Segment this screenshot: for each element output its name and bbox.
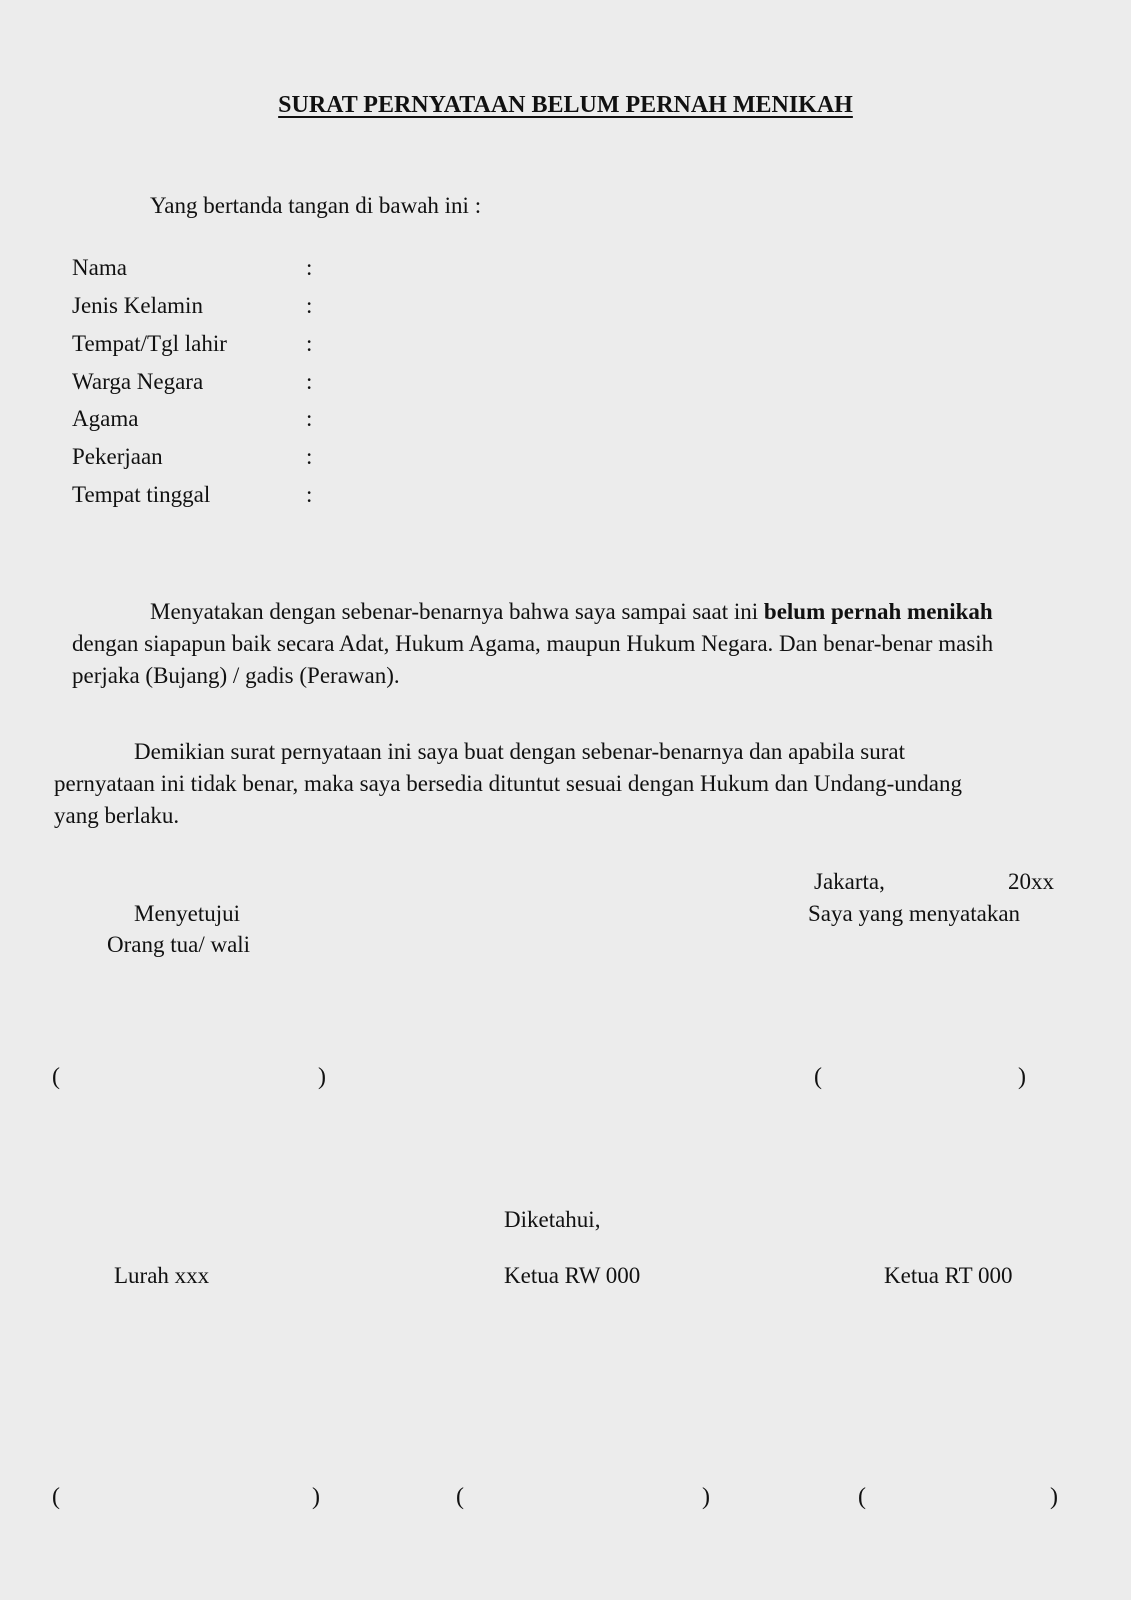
parent-signature-close: ) xyxy=(318,1064,326,1090)
field-label: Warga Negara xyxy=(72,369,204,394)
field-colon: : xyxy=(306,331,313,356)
rw-signature-close: ) xyxy=(702,1484,710,1510)
lurah-signature-close: ) xyxy=(312,1484,320,1510)
field-label: Jenis Kelamin xyxy=(72,293,203,318)
field-colon: : xyxy=(306,406,313,431)
document-title xyxy=(0,90,1131,120)
lurah-signature-open: ( xyxy=(52,1484,60,1510)
declarant-signature-open: ( xyxy=(814,1064,822,1090)
closing-line-3: yang berlaku. xyxy=(54,803,180,828)
rw-signature-open: ( xyxy=(456,1484,464,1510)
rt-signature-open: ( xyxy=(858,1484,866,1510)
intro-text: Yang bertanda tangan di bawah ini : xyxy=(150,193,482,218)
statement-line-3: perjaka (Bujang) / gadis (Perawan). xyxy=(72,663,400,688)
approve-label: Menyetujui xyxy=(134,901,241,926)
field-colon: : xyxy=(306,482,313,507)
field-colon: : xyxy=(306,293,313,318)
field-colon: : xyxy=(306,444,313,469)
field-label: Nama xyxy=(72,255,127,280)
field-label: Pekerjaan xyxy=(72,444,163,469)
acknowledged-label: Diketahui, xyxy=(504,1207,601,1232)
statement-emphasis: belum pernah menikah xyxy=(763,599,993,624)
rw-label: Ketua RW 000 xyxy=(504,1263,641,1288)
statement-line-1 xyxy=(72,596,1064,628)
year-text: 20xx xyxy=(1008,869,1054,894)
lurah-label: Lurah xxx xyxy=(114,1263,210,1288)
closing-line-2: pernyataan ini tidak benar, maka saya bersedia dituntut sesuai dengan Hukum dan Undang-undang xyxy=(54,771,962,796)
rt-label: Ketua RT 000 xyxy=(884,1263,1013,1288)
document-title-text: SURAT PERNYATAAN BELUM PERNAH MENIKAH xyxy=(278,92,853,118)
parent-label: Orang tua/ wali xyxy=(107,932,251,957)
closing-paragraph xyxy=(54,736,1064,832)
place-text: Jakarta, xyxy=(814,869,885,894)
statement-paragraph xyxy=(72,596,1064,692)
statement-line-2: dengan siapapun baik secara Adat, Hukum Agama, maupun Hukum Negara. Dan benar-benar masih xyxy=(72,631,994,656)
field-label: Agama xyxy=(72,406,139,431)
declarant-label: Saya yang menyatakan xyxy=(808,901,1021,926)
rt-signature-close: ) xyxy=(1050,1484,1058,1510)
field-colon: : xyxy=(306,255,313,280)
statement-line-1-text: Menyatakan dengan sebenar-benarnya bahwa saya sampai saat ini xyxy=(150,599,759,624)
parent-signature-open: ( xyxy=(52,1064,60,1090)
closing-line-1: Demikian surat pernyataan ini saya buat dengan sebenar-benarnya dan apabila surat xyxy=(134,739,905,764)
field-label: Tempat/Tgl lahir xyxy=(72,331,227,356)
field-colon: : xyxy=(306,369,313,394)
field-label: Tempat tinggal xyxy=(72,482,211,507)
declarant-signature-close: ) xyxy=(1018,1064,1026,1090)
